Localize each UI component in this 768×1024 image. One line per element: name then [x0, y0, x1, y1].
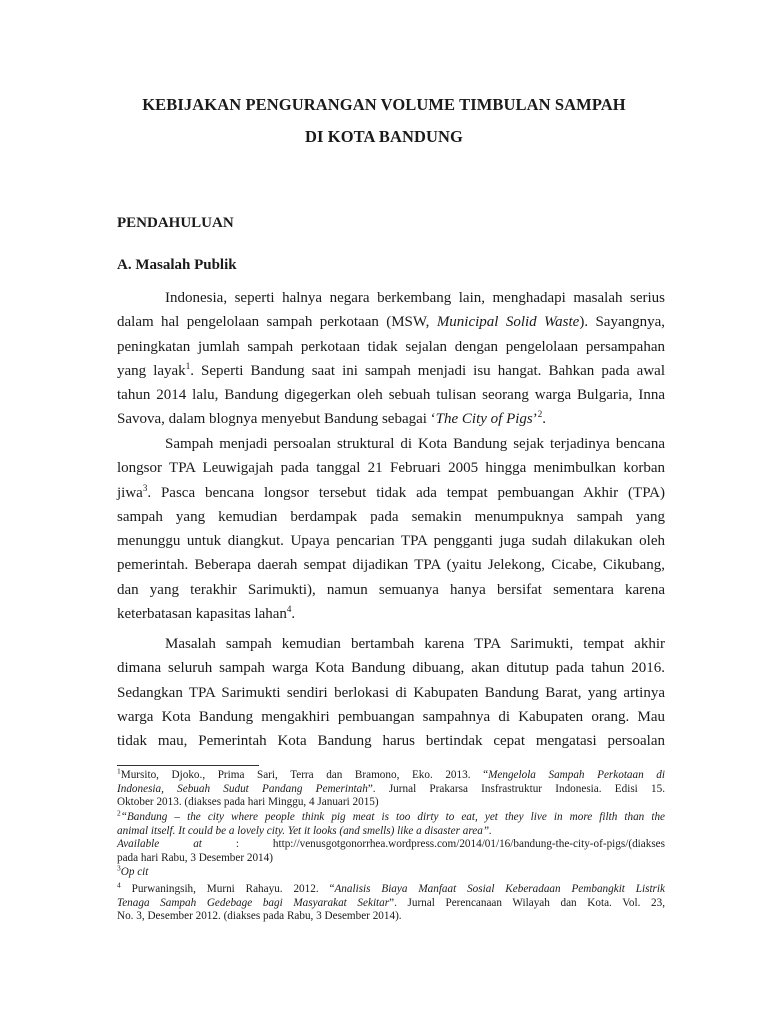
subsection-heading: A. Masalah Publik: [117, 257, 237, 273]
section-heading: PENDAHULUAN: [117, 215, 234, 231]
text-line: warga Kota Bandung mengakhiri pembuangan sampahnya di Kabupaten orang. Mau: [117, 708, 665, 725]
text-line: jiwa$^3$. Pasca bencana longsor tersebut tidak ada tempat pembuangan Akhir (TPA): [117, 482, 665, 501]
footnote-link[interactable]: http://venusgotgonorrhea.wordpress.com/2014/01/16/bandung-the-city-of-pigs/(diakses: [272, 838, 665, 851]
paragraph-3: [117, 632, 665, 753]
document-title-line-2: DI KOTA BANDUNG: [305, 127, 463, 146]
footnote-line: Oktober 2013. (diakses pada hari Minggu, 4 Januari 2015): [117, 796, 379, 809]
footnote-2: [117, 808, 665, 865]
footnote-line: pada hari Rabu, 3 Desember 2014): [117, 851, 273, 864]
text-line: dan yang terakhir Sarimukti), namun semuanya hanya bersifat sementara karena: [117, 581, 665, 598]
text-line: longsor TPA Leuwigajah pada tanggal 21 Februari 2005 hingga menimbulkan korban: [117, 460, 665, 477]
text-line: Savova, dalam blognya menyebut Bandung sebagai ‘The City of Pigs’$^2$.: [117, 409, 547, 428]
footnote-line: Tenaga Sampah Gedebage bagi Masyarakat Sekitar”. Jurnal Perencanaan Wilayah dan Kota. Vol. 23,: [117, 896, 666, 909]
footnote-line: $^4$ Purwaningsih, Murni Rahayu. 2012. “Analisis Biaya Manfaat Sosial Keberadaan Pembangkit Listrik: [117, 880, 665, 895]
text-line: tidak mau, Pemerintah Kota Bandung harus bertindak cepat mengatasi persoalan: [117, 733, 665, 750]
text-line: peningkatan jumlah sampah perkotaan tidak sejalan dengan pengelolaan persampahan: [117, 338, 665, 355]
text-line: Masalah sampah kemudian bertambah karena TPA Sarimukti, tempat akhir: [165, 636, 665, 652]
text-line: keterbatasan kapasitas lahan$^4$.: [117, 604, 296, 623]
document-title-line-1: KEBIJAKAN PENGURANGAN VOLUME TIMBULAN SAMPAH: [142, 95, 626, 114]
footnote-line: $^2$“Bandung – the city where people think pig meat is too dirty to eat, yet they live in more filth than the: [117, 808, 665, 823]
text-line: dimana seluruh sampah warga Kota Bandung dibuang, akan ditutup pada tahun 2016.: [117, 660, 665, 677]
text-line: dalam hal pengelolaan sampah perkotaan (MSW, Municipal Solid Waste). Sayangnya,: [117, 314, 666, 331]
text-line: Sedangkan TPA Sarimukti sendiri berlokasi di Kabupaten Bandung Barat, yang artinya: [117, 684, 665, 701]
text-line: sampah yang kemudian berdampak pada semakin menumpuknya sampah yang: [117, 508, 665, 525]
footnote-3: [117, 863, 665, 880]
text-line: yang layak$^1$. Seperti Bandung saat ini sampah menjadi isu hangat. Bahkan pada awal: [117, 360, 665, 379]
footnote-ref: 1: [185, 360, 191, 371]
paragraph-2: [117, 432, 665, 626]
footnote-line: No. 3, Desember 2012. (diakses pada Rabu, 3 Desember 2014).: [117, 910, 402, 923]
text-line: pemerintah. Beberapa daerah sempat dijadikan TPA (yaitu Jelekong, Cicabe, Cikubang,: [117, 557, 665, 574]
text-line: Indonesia, seperti halnya negara berkembang lain, menghadapi masalah serius: [165, 290, 665, 306]
footnote-1: [117, 766, 665, 810]
footnote-separator: [117, 765, 259, 766]
paragraph-1: [117, 286, 665, 432]
text-line: Sampah menjadi persoalan struktural di Kota Bandung sejak terjadinya bencana: [165, 436, 665, 452]
footnote-line: Available at : http://venusgotgonorrhea.wordpress.com/2014/01/16/bandung-the-city-of-pigs/(diakses: [117, 838, 665, 851]
text-line: tahun 2014 lalu, Bandung digegerkan oleh sebuah tulisan seorang warga Bulgaria, Inna: [117, 387, 665, 404]
footnote-line: $^1$Mursito, Djoko., Prima Sari, Terra dan Bramono, Eko. 2013. “Mengelola Sampah Perkotaan di: [117, 766, 665, 781]
text-line: menunggu untuk diangkut. Upaya pencarian TPA pengganti juga sudah dilakukan oleh: [117, 533, 665, 550]
footnote-ref: 2: [537, 409, 543, 420]
footnote-ref: 3: [142, 482, 148, 493]
footnote-4: [117, 880, 666, 924]
footnote-ref: 4: [286, 604, 292, 615]
footnote-line: animal itself. It could be a lovely city. Yet it looks (and smells) like a disaster area”.: [117, 824, 492, 837]
footnote-line: Indonesia, Sebuah Sudut Pandang Pemerintah”. Jurnal Prakarsa Insfrastruktur Indonesia. Edisi 15.: [117, 782, 665, 795]
footnote-line: $^3$Op cit: [117, 863, 149, 878]
